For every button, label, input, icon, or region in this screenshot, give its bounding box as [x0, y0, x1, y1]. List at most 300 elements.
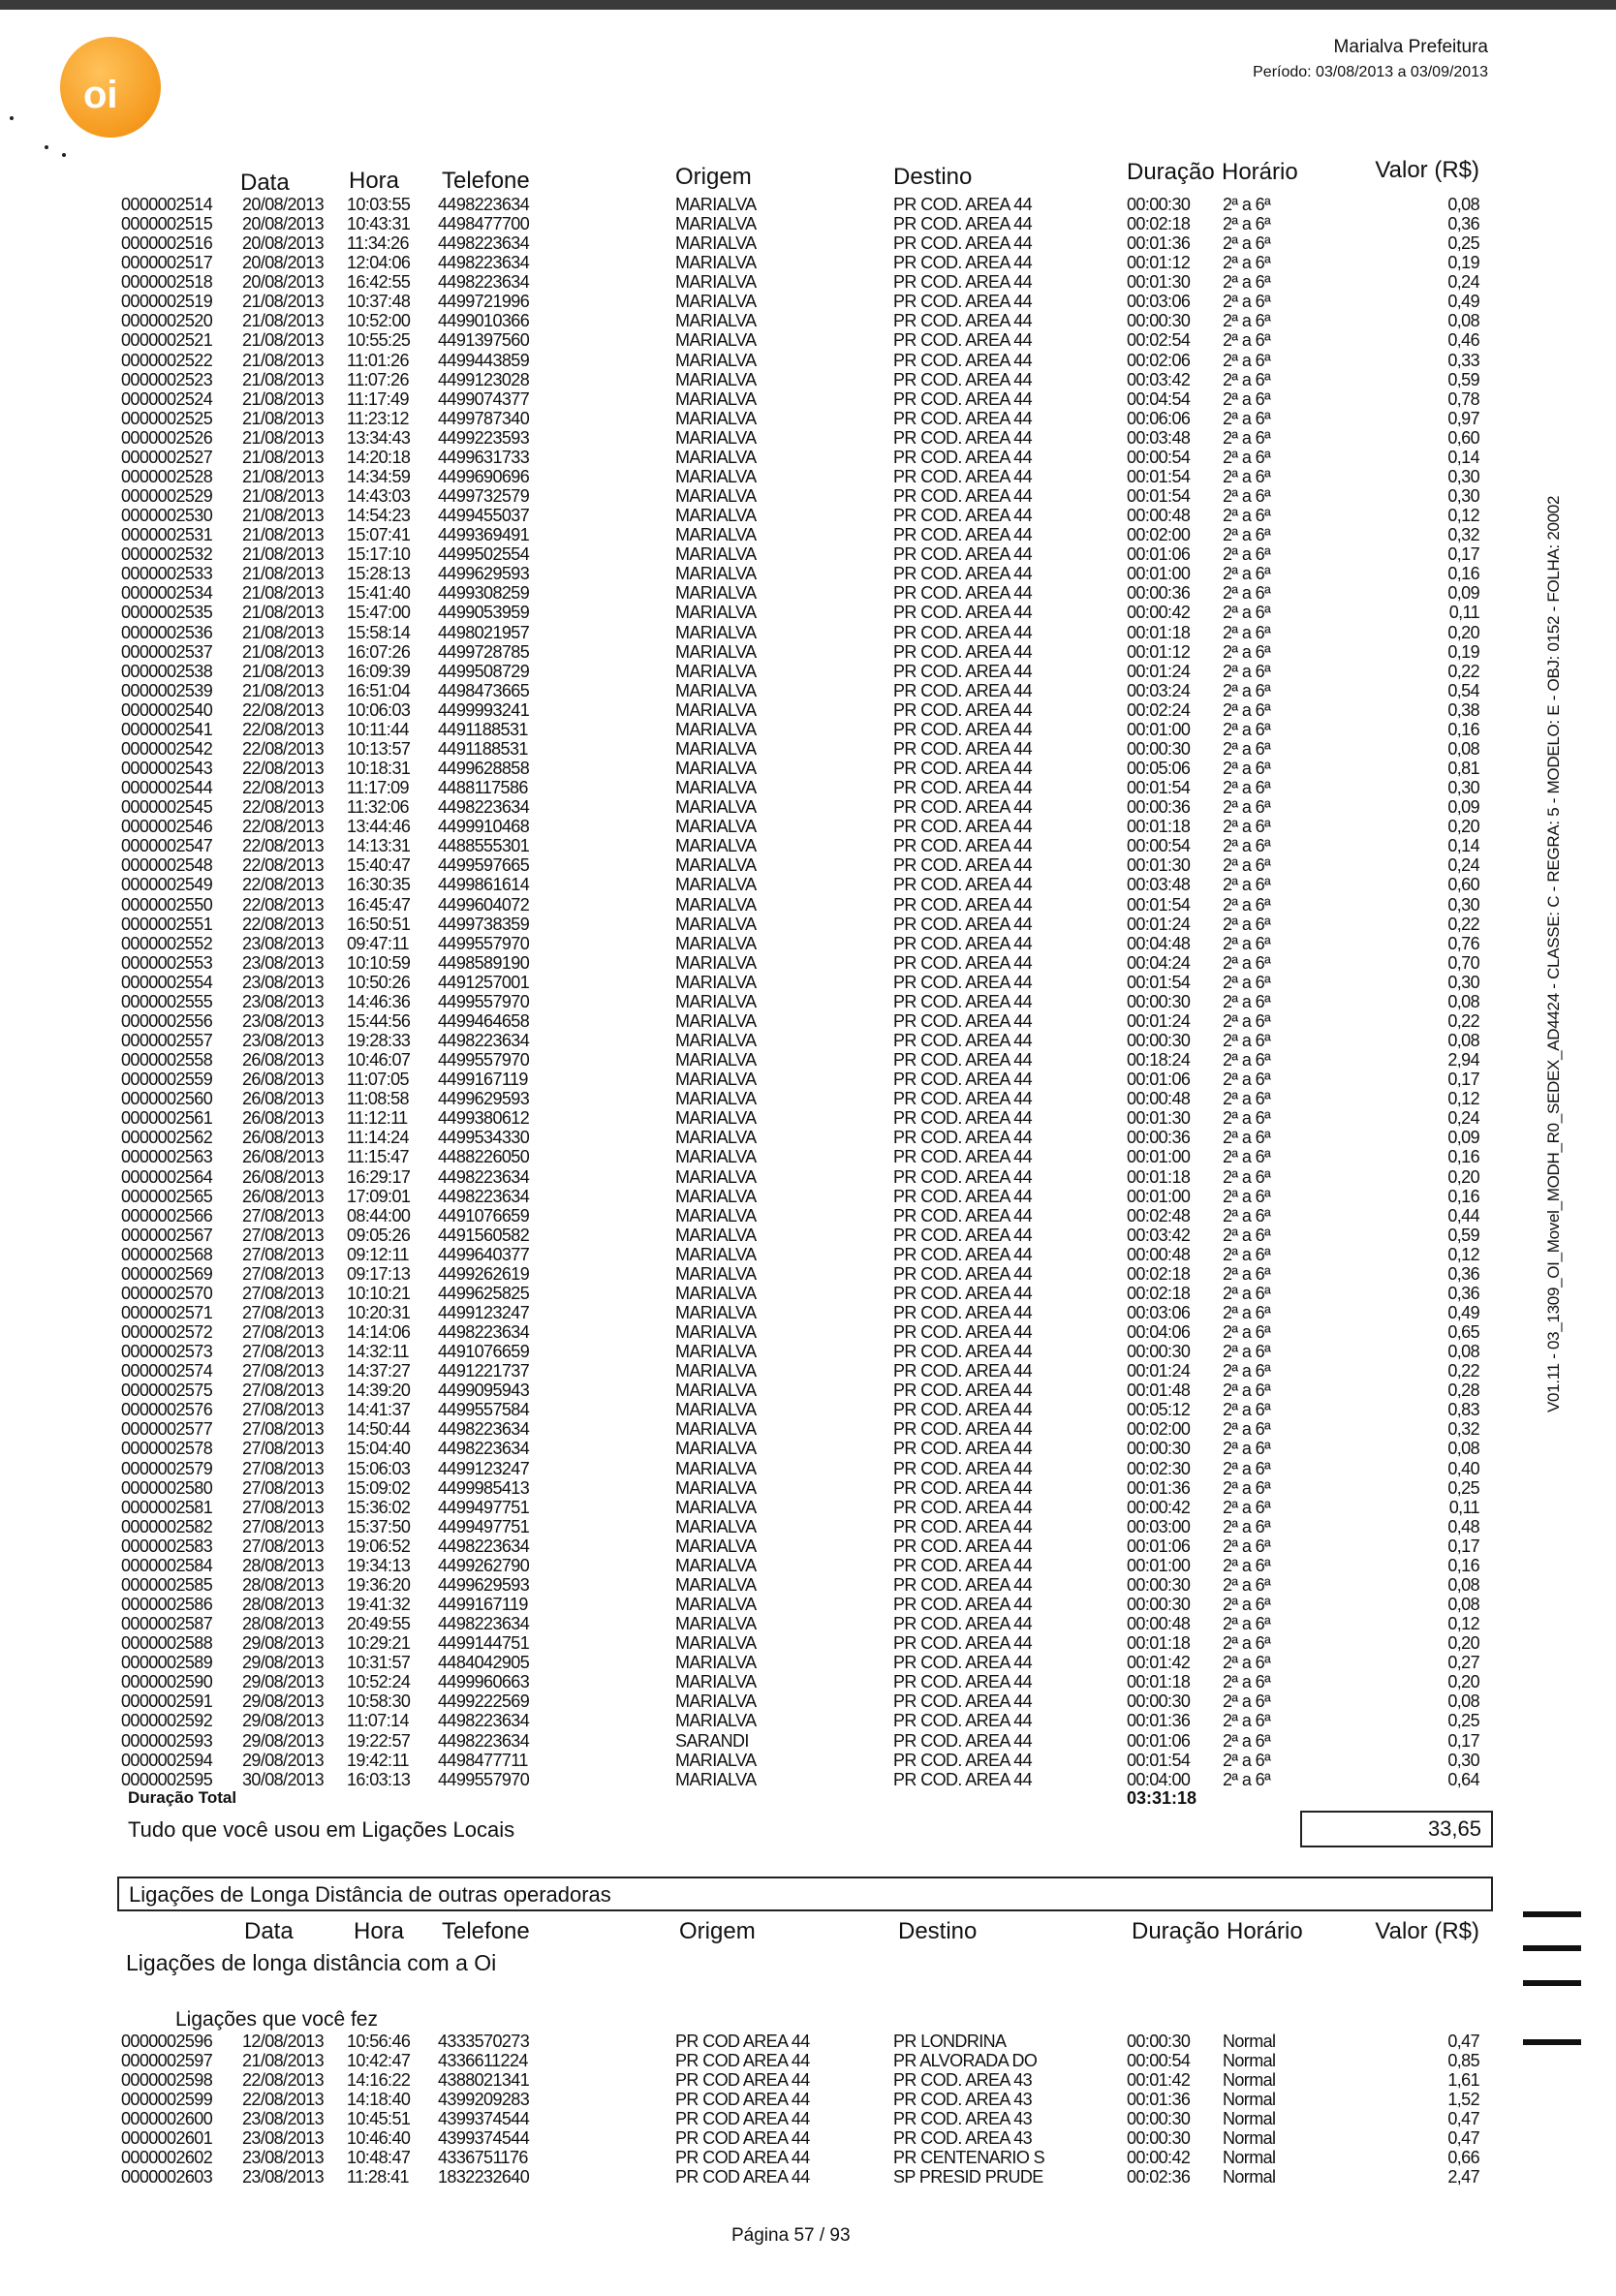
table-row [0, 2148, 1616, 2167]
call-id: 0000002585 [121, 1574, 213, 1595]
call-phone: 4499123247 [438, 1302, 530, 1322]
call-period: 2ª a 6ª [1223, 525, 1271, 545]
call-destination: PR COD. AREA 44 [893, 952, 1033, 973]
call-duration: 00:03:06 [1127, 292, 1191, 312]
call-value: 0,30 [1447, 972, 1479, 992]
call-id: 0000002547 [121, 836, 213, 856]
call-id: 0000002594 [121, 1750, 213, 1770]
call-destination: PR COD. AREA 44 [893, 447, 1033, 467]
col-destino: Destino [898, 1918, 978, 1944]
call-time: 10:06:03 [347, 699, 411, 720]
call-origin: MARIALVA [675, 1574, 757, 1595]
call-date: 22/08/2013 [242, 738, 325, 759]
call-destination: PR COD. AREA 44 [893, 699, 1033, 720]
call-destination: PR COD. AREA 44 [893, 1361, 1033, 1381]
call-id: 0000002599 [121, 2090, 213, 2109]
call-value: 0,12 [1447, 1089, 1479, 1109]
call-value: 0,48 [1447, 1516, 1479, 1536]
call-date: 29/08/2013 [242, 1711, 325, 1731]
call-date: 21/08/2013 [242, 350, 325, 370]
call-period: 2ª a 6ª [1223, 1477, 1271, 1498]
call-duration: 00:18:24 [1127, 1050, 1191, 1070]
call-date: 23/08/2013 [242, 1010, 325, 1031]
call-id: 0000002586 [121, 1595, 213, 1615]
call-value: 0,38 [1447, 699, 1479, 720]
call-time: 14:41:37 [347, 1400, 411, 1420]
call-phone: 4488555301 [438, 836, 530, 856]
call-value: 0,47 [1447, 2109, 1479, 2128]
table-row [0, 1011, 1616, 1031]
call-phone: 4498223634 [438, 1031, 530, 1050]
call-id: 0000002603 [121, 2167, 213, 2187]
table-row [0, 1108, 1616, 1128]
call-period: 2ª a 6ª [1223, 855, 1271, 876]
call-duration: 00:01:24 [1127, 914, 1191, 934]
call-id: 0000002518 [121, 272, 213, 293]
call-value: 0,76 [1447, 933, 1479, 953]
call-time: 10:18:31 [347, 759, 411, 779]
call-duration: 00:03:24 [1127, 680, 1191, 700]
table-row [0, 467, 1616, 486]
table-row [0, 1711, 1616, 1730]
call-value: 0,12 [1447, 1244, 1479, 1264]
call-time: 19:41:32 [347, 1595, 411, 1615]
call-destination: PR COD. AREA 44 [893, 311, 1033, 331]
call-period: 2ª a 6ª [1223, 1031, 1271, 1050]
call-id: 0000002523 [121, 369, 213, 389]
call-destination: PR COD. AREA 44 [893, 214, 1033, 234]
call-period: 2ª a 6ª [1223, 719, 1271, 739]
call-period: 2ª a 6ª [1223, 1769, 1271, 1789]
call-value: 0,30 [1447, 486, 1479, 507]
call-destination: PR COD. AREA 44 [893, 1769, 1033, 1789]
call-value: 0,81 [1447, 759, 1479, 779]
call-duration: 00:01:00 [1127, 564, 1191, 584]
call-date: 26/08/2013 [242, 1128, 325, 1148]
call-id: 0000002556 [121, 1010, 213, 1031]
subsection-title: Ligações de longa distância com a Oi [126, 1950, 497, 1975]
call-period: 2ª a 6ª [1223, 544, 1271, 565]
col-valor: Valor (R$) [1375, 1918, 1479, 1944]
call-id: 0000002587 [121, 1614, 213, 1634]
call-destination: PR COD. AREA 44 [893, 1225, 1033, 1245]
call-value: 0,20 [1447, 1633, 1479, 1654]
call-period: Normal [1223, 2070, 1276, 2090]
col-data: Data [244, 1918, 294, 1944]
call-duration: 00:00:48 [1127, 1089, 1191, 1109]
call-date: 22/08/2013 [242, 797, 325, 818]
call-destination: PR COD. AREA 44 [893, 408, 1033, 428]
col-hora: Hora [354, 1918, 405, 1944]
call-value: 0,19 [1447, 641, 1479, 662]
table-row [0, 2167, 1616, 2187]
call-id: 0000002559 [121, 1070, 213, 1090]
table-row [0, 214, 1616, 233]
call-origin: MARIALVA [675, 952, 757, 973]
call-phone: 4499167119 [438, 1070, 528, 1090]
table-row [0, 1751, 1616, 1770]
call-id: 0000002573 [121, 1342, 213, 1362]
call-origin: MARIALVA [675, 1108, 757, 1129]
call-origin: MARIALVA [675, 894, 757, 915]
call-period: 2ª a 6ª [1223, 972, 1271, 992]
call-destination: PR COD. AREA 44 [893, 1614, 1033, 1634]
call-phone: 4498223634 [438, 1536, 530, 1556]
call-date: 26/08/2013 [242, 1089, 325, 1109]
call-destination: PR COD. AREA 44 [893, 1089, 1033, 1109]
call-origin: MARIALVA [675, 1633, 757, 1654]
call-phone: 4499629593 [438, 1089, 530, 1109]
call-id: 0000002576 [121, 1400, 213, 1420]
call-phone: 4488226050 [438, 1147, 530, 1167]
call-period: 2ª a 6ª [1223, 1595, 1271, 1615]
call-origin: MARIALVA [675, 466, 757, 486]
call-time: 11:28:41 [347, 2167, 409, 2187]
call-destination: PR COD. AREA 44 [893, 292, 1033, 312]
call-time: 14:39:20 [347, 1381, 411, 1401]
call-destination: PR COD. AREA 44 [893, 759, 1033, 779]
call-duration: 00:02:30 [1127, 1458, 1191, 1478]
call-duration: 00:00:30 [1127, 1439, 1191, 1459]
call-time: 13:34:43 [347, 427, 411, 448]
call-date: 29/08/2013 [242, 1730, 325, 1751]
call-phone: 4488117586 [438, 778, 528, 798]
call-phone: 4499369491 [438, 525, 530, 545]
call-period: 2ª a 6ª [1223, 1186, 1271, 1206]
call-date: 22/08/2013 [242, 719, 325, 739]
call-origin: MARIALVA [675, 1400, 757, 1420]
call-destination: PR COD. AREA 44 [893, 486, 1033, 507]
call-origin: MARIALVA [675, 603, 757, 623]
table-row [0, 1672, 1616, 1691]
table-row [0, 1381, 1616, 1400]
call-origin: MARIALVA [675, 1070, 757, 1090]
col-telefone: Telefone [442, 168, 530, 194]
call-value: 0,60 [1447, 427, 1479, 448]
call-value: 0,08 [1447, 1031, 1479, 1050]
call-phone: 4491221737 [438, 1361, 530, 1381]
call-period: 2ª a 6ª [1223, 408, 1271, 428]
call-id: 0000002555 [121, 991, 213, 1011]
table-row [0, 2109, 1616, 2128]
col-destino: Destino [893, 164, 973, 190]
call-period: Normal [1223, 2032, 1276, 2051]
call-value: 0,24 [1447, 1108, 1479, 1129]
table-row [0, 2128, 1616, 2148]
call-value: 0,32 [1447, 525, 1479, 545]
call-value: 0,09 [1447, 1128, 1479, 1148]
call-value: 0,08 [1447, 1574, 1479, 1595]
call-id: 0000002564 [121, 1166, 213, 1187]
call-date: 29/08/2013 [242, 1750, 325, 1770]
call-phone: 4499985413 [438, 1477, 530, 1498]
call-origin: MARIALVA [675, 1050, 757, 1070]
call-phone: 4498223634 [438, 1439, 530, 1459]
call-destination: PR COD. AREA 43 [893, 2070, 1033, 2090]
call-id: 0000002538 [121, 661, 213, 681]
call-phone: 4491560582 [438, 1225, 530, 1245]
call-origin: MARIALVA [675, 253, 757, 273]
call-destination: PR COD. AREA 44 [893, 1730, 1033, 1751]
call-id: 0000002562 [121, 1128, 213, 1148]
call-phone: 4499629593 [438, 1574, 530, 1595]
call-destination: PR COD. AREA 44 [893, 1381, 1033, 1401]
call-id: 0000002519 [121, 292, 213, 312]
call-period: 2ª a 6ª [1223, 1730, 1271, 1751]
call-phone: 4498589190 [438, 952, 530, 973]
call-duration: 00:01:18 [1127, 622, 1191, 642]
call-time: 15:28:13 [347, 564, 411, 584]
call-time: 14:50:44 [347, 1419, 411, 1440]
call-duration: 00:01:06 [1127, 1070, 1191, 1090]
call-phone: 4498477700 [438, 214, 530, 234]
call-origin: MARIALVA [675, 1361, 757, 1381]
call-phone: 4499223593 [438, 427, 530, 448]
call-value: 0,54 [1447, 680, 1479, 700]
call-phone: 4388021341 [438, 2070, 530, 2090]
table-row [0, 2090, 1616, 2109]
call-date: 21/08/2013 [242, 466, 325, 486]
call-phone: 4484042905 [438, 1653, 530, 1673]
call-value: 0,22 [1447, 661, 1479, 681]
page-number: Página 57 / 93 [731, 2225, 851, 2246]
call-value: 0,64 [1447, 1769, 1479, 1789]
call-origin: MARIALVA [675, 1595, 757, 1615]
call-value: 0,22 [1447, 1010, 1479, 1031]
col-data: Data [240, 170, 290, 196]
call-phone: 4499534330 [438, 1128, 530, 1148]
call-time: 10:48:47 [347, 2148, 411, 2167]
table-row [0, 1187, 1616, 1206]
call-origin: MARIALVA [675, 427, 757, 448]
call-period: Normal [1223, 2090, 1276, 2109]
side-document-code: V01.11 - 03_1309_OI_Movel_MODH_R0_SEDEX_AD4424 - CLASSE: C - REGRA: 5 - MODELO: E - OBJ: 0152 - FOLHA: 20002 [1544, 495, 1563, 1412]
call-value: 0,65 [1447, 1322, 1479, 1343]
call-date: 20/08/2013 [242, 253, 325, 273]
call-destination: PR COD. AREA 44 [893, 972, 1033, 992]
call-time: 15:44:56 [347, 1010, 411, 1031]
call-value: 0,08 [1447, 1439, 1479, 1459]
call-time: 14:43:03 [347, 486, 411, 507]
call-phone: 4499380612 [438, 1108, 530, 1129]
call-time: 11:14:24 [347, 1128, 409, 1148]
call-duration: 00:00:48 [1127, 1614, 1191, 1634]
call-time: 19:36:20 [347, 1574, 411, 1595]
call-date: 28/08/2013 [242, 1614, 325, 1634]
table-row [0, 486, 1616, 506]
call-destination: PR COD. AREA 44 [893, 1166, 1033, 1187]
call-phone: 4499625825 [438, 1283, 530, 1303]
call-id: 0000002552 [121, 933, 213, 953]
call-id: 0000002526 [121, 427, 213, 448]
dot-decoration [62, 153, 66, 157]
table-row [0, 1400, 1616, 1419]
call-destination: PR COD. AREA 44 [893, 1497, 1033, 1517]
call-destination: PR COD. AREA 44 [893, 369, 1033, 389]
call-phone: 4399374544 [438, 2128, 530, 2148]
call-destination: PR COD. AREA 44 [893, 680, 1033, 700]
call-time: 19:34:13 [347, 1555, 411, 1575]
call-origin: MARIALVA [675, 1711, 757, 1731]
col-horario: Horário [1227, 1918, 1303, 1944]
call-destination: PR COD. AREA 44 [893, 1302, 1033, 1322]
call-time: 08:44:00 [347, 1205, 411, 1226]
call-time: 16:50:51 [347, 914, 411, 934]
call-origin: MARIALVA [675, 486, 757, 507]
call-id: 0000002541 [121, 719, 213, 739]
call-origin: MARIALVA [675, 1322, 757, 1343]
call-duration: 00:01:42 [1127, 1653, 1191, 1673]
call-date: 27/08/2013 [242, 1342, 325, 1362]
call-period: 2ª a 6ª [1223, 1166, 1271, 1187]
call-origin: MARIALVA [675, 214, 757, 234]
call-period: 2ª a 6ª [1223, 233, 1271, 254]
call-origin: MARIALVA [675, 875, 757, 895]
call-period: 2ª a 6ª [1223, 1653, 1271, 1673]
call-duration: 00:03:06 [1127, 1302, 1191, 1322]
call-origin: PR COD AREA 44 [675, 2070, 810, 2090]
call-duration: 00:01:54 [1127, 486, 1191, 507]
call-period: 2ª a 6ª [1223, 466, 1271, 486]
call-time: 14:34:59 [347, 466, 411, 486]
call-time: 10:11:44 [347, 719, 409, 739]
call-phone: 4499497751 [438, 1497, 530, 1517]
call-date: 21/08/2013 [242, 311, 325, 331]
call-period: 2ª a 6ª [1223, 369, 1271, 389]
call-destination: PR COD. AREA 44 [893, 195, 1033, 214]
call-id: 0000002514 [121, 195, 213, 214]
table-row [0, 233, 1616, 253]
call-origin: MARIALVA [675, 1089, 757, 1109]
call-destination: PR ALVORADA DO [893, 2051, 1038, 2070]
call-phone: 4499557970 [438, 1769, 530, 1789]
call-time: 19:22:57 [347, 1730, 411, 1751]
call-origin: PR COD AREA 44 [675, 2128, 810, 2148]
call-origin: MARIALVA [675, 583, 757, 604]
call-id: 0000002535 [121, 603, 213, 623]
call-origin: MARIALVA [675, 525, 757, 545]
call-date: 21/08/2013 [242, 330, 325, 351]
call-origin: MARIALVA [675, 1031, 757, 1050]
call-phone: 4399209283 [438, 2090, 530, 2109]
call-period: 2ª a 6ª [1223, 253, 1271, 273]
call-duration: 00:01:54 [1127, 894, 1191, 915]
call-phone: 4491188531 [438, 738, 528, 759]
call-time: 10:58:30 [347, 1691, 411, 1712]
table-row [0, 1342, 1616, 1361]
table-row [0, 739, 1616, 759]
call-phone: 4498473665 [438, 680, 530, 700]
call-period: Normal [1223, 2148, 1276, 2167]
call-duration: 00:01:00 [1127, 1147, 1191, 1167]
call-phone: 4499123028 [438, 369, 530, 389]
call-destination: PR COD. AREA 44 [893, 738, 1033, 759]
call-time: 11:34:26 [347, 233, 409, 254]
table-row [0, 330, 1616, 350]
call-duration: 00:01:30 [1127, 1108, 1191, 1129]
call-date: 21/08/2013 [242, 661, 325, 681]
call-period: 2ª a 6ª [1223, 1614, 1271, 1634]
call-id: 0000002575 [121, 1381, 213, 1401]
call-time: 10:45:51 [347, 2109, 411, 2128]
table-row [0, 1517, 1616, 1536]
call-date: 22/08/2013 [242, 699, 325, 720]
call-destination: PR COD. AREA 44 [893, 817, 1033, 837]
call-value: 0,20 [1447, 817, 1479, 837]
call-time: 16:30:35 [347, 875, 411, 895]
call-period: 2ª a 6ª [1223, 1225, 1271, 1245]
call-date: 26/08/2013 [242, 1070, 325, 1090]
call-duration: 00:00:48 [1127, 1244, 1191, 1264]
call-duration: 00:01:06 [1127, 1536, 1191, 1556]
call-duration: 00:01:30 [1127, 855, 1191, 876]
call-destination: PR COD. AREA 44 [893, 233, 1033, 254]
call-duration: 00:01:54 [1127, 778, 1191, 798]
call-time: 14:13:31 [347, 836, 411, 856]
table-row [0, 1226, 1616, 1245]
call-value: 0,08 [1447, 1595, 1479, 1615]
call-origin: MARIALVA [675, 622, 757, 642]
call-duration: 00:01:12 [1127, 253, 1191, 273]
col-valor: Valor (R$) [1375, 157, 1479, 183]
call-period: 2ª a 6ª [1223, 1381, 1271, 1401]
call-date: 27/08/2013 [242, 1381, 325, 1401]
call-duration: 00:01:54 [1127, 972, 1191, 992]
call-origin: MARIALVA [675, 1477, 757, 1498]
call-duration: 00:00:30 [1127, 2128, 1191, 2148]
call-date: 29/08/2013 [242, 1633, 325, 1654]
table-row [0, 409, 1616, 428]
call-value: 0,30 [1447, 466, 1479, 486]
call-duration: 00:02:18 [1127, 1283, 1191, 1303]
long-distance-section-box [117, 1877, 1493, 1911]
call-value: 0,12 [1447, 506, 1479, 526]
call-value: 0,36 [1447, 1263, 1479, 1284]
call-destination: PR COD. AREA 44 [893, 661, 1033, 681]
call-time: 15:47:00 [347, 603, 411, 623]
call-origin: MARIALVA [675, 1516, 757, 1536]
call-date: 21/08/2013 [242, 680, 325, 700]
group-title: Ligações que você fez [175, 2008, 378, 2031]
call-date: 22/08/2013 [242, 759, 325, 779]
call-duration: 00:01:00 [1127, 1186, 1191, 1206]
call-origin: MARIALVA [675, 1439, 757, 1459]
call-destination: PR COD. AREA 44 [893, 506, 1033, 526]
call-phone: 4498477711 [438, 1750, 528, 1770]
call-duration: 00:02:24 [1127, 699, 1191, 720]
call-destination: PR LONDRINA [893, 2032, 1007, 2051]
call-phone: 4336611224 [438, 2051, 528, 2070]
table-row [0, 2070, 1616, 2090]
call-time: 15:09:02 [347, 1477, 411, 1498]
call-duration: 00:00:42 [1127, 2148, 1191, 2167]
call-time: 16:09:39 [347, 661, 411, 681]
call-phone: 4498223634 [438, 253, 530, 273]
call-value: 0,20 [1447, 1672, 1479, 1692]
call-value: 0,09 [1447, 797, 1479, 818]
call-date: 21/08/2013 [242, 408, 325, 428]
call-time: 15:40:47 [347, 855, 411, 876]
call-date: 23/08/2013 [242, 2109, 325, 2128]
call-duration: 00:02:54 [1127, 330, 1191, 351]
call-time: 10:10:59 [347, 952, 411, 973]
call-period: 2ª a 6ª [1223, 1361, 1271, 1381]
call-date: 27/08/2013 [242, 1477, 325, 1498]
call-period: 2ª a 6ª [1223, 1050, 1271, 1070]
call-period: 2ª a 6ª [1223, 952, 1271, 973]
total-duration-value: 03:31:18 [1127, 1788, 1197, 1808]
table-row [0, 564, 1616, 583]
